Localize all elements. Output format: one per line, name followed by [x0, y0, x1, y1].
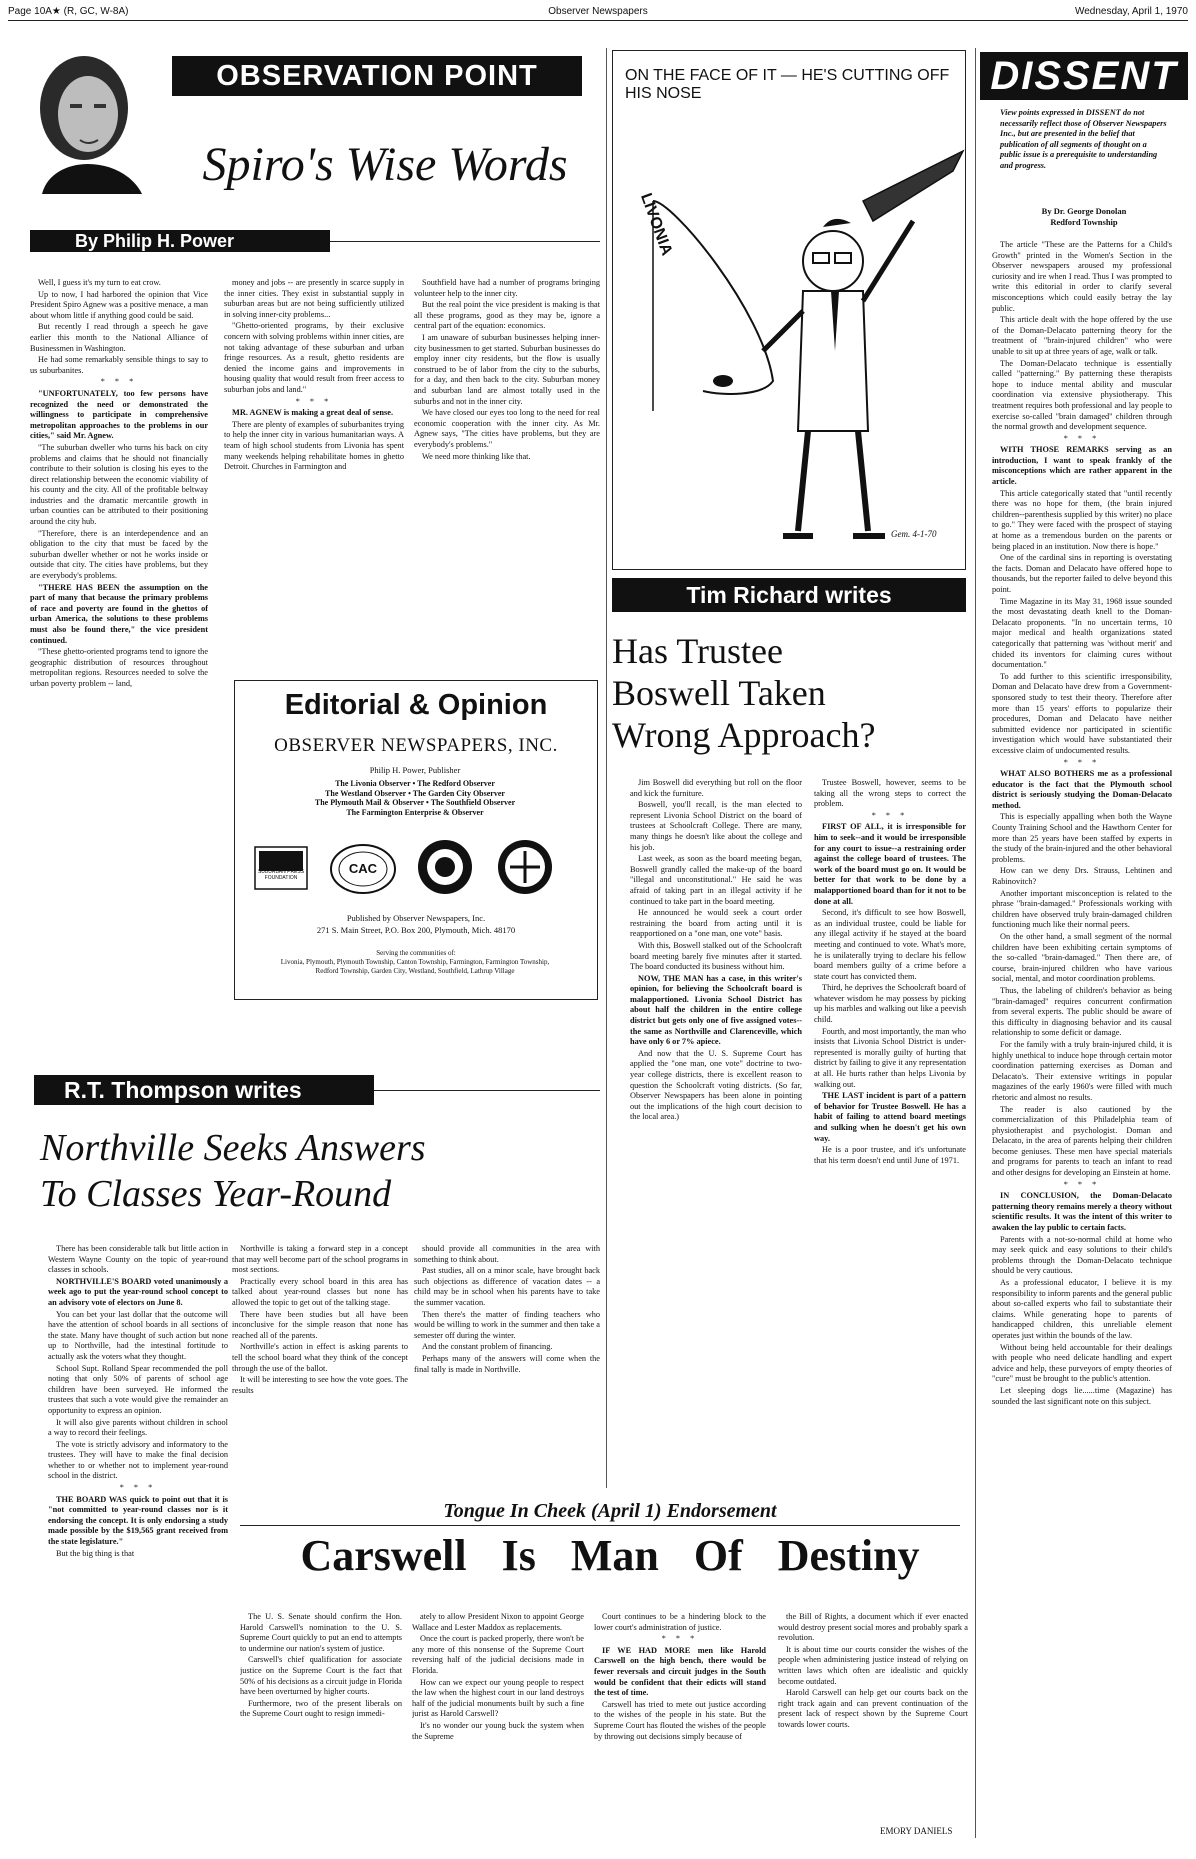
- observation-col-1: [30, 278, 208, 948]
- thompson-headline-line-2: To Classes Year-Round: [40, 1173, 392, 1215]
- paragraph: The Doman-Delacato technique is essentially called "patterning." By patterning these therapists hope to induce mental ability and muscular coordination via extensive physiotherapy. This treatment requires both professional and lay people to exercise so-called "brain damaged" children through the normal growth and development sequence.: [992, 358, 1172, 432]
- paragraph: Then there's the matter of finding teachers who would be willing to work in the summer and then take a semester off during the winter.: [414, 1309, 600, 1340]
- paragraph: How can we expect our young people to respect the law when the highest court in our land destroys half of the judicial monuments built by such a fine jurist as Harold Carswell?: [412, 1677, 584, 1719]
- paper-name: Observer Newspapers: [548, 6, 648, 17]
- thompson-col-2: [232, 1244, 408, 1494]
- paragraph: * * *: [1063, 757, 1101, 767]
- paragraph: It will be interesting to see how the vote goes. The results: [232, 1375, 408, 1395]
- paragraph: * * *: [119, 1483, 157, 1493]
- paragraph: There has been considerable talk but little action in Western Wayne County on the topic of year-round classes in schools.: [48, 1244, 228, 1275]
- paragraph: Practically every school board in this area has talked about year-round classes but none has allowed the topic to get out of the talking stage.: [232, 1276, 408, 1307]
- dissent-byline: By Dr. George Donolan: [1041, 206, 1127, 216]
- dissent-byline-town: Redford Township: [1050, 217, 1118, 227]
- paragraph: But recently I read through a speech he gave earlier this month to the National Alliance of Businessmen in Washington.: [30, 322, 208, 353]
- thompson-banner: R.T. Thompson writes: [34, 1075, 374, 1105]
- paragraph: We need more thinking like that.: [422, 451, 531, 461]
- paragraph: Harold Carswell can help get our courts back on the right track again and can prevent continuation of the present lack of respect shown by the Supreme Court towards lower courts.: [778, 1688, 968, 1729]
- paragraph: * * *: [100, 377, 138, 387]
- cartoon-signature: Gem. 4-1-70: [891, 529, 937, 539]
- divider-right: [975, 48, 976, 1838]
- paragraph: This is especially appalling when both the Wayne County Training School and the Hawthorn Center for more than 25 years have been staffed by experts in the study of the brain-injured and the other behavioral problems.: [992, 812, 1172, 864]
- thompson-headline-line-1: Northville Seeks Answers: [40, 1127, 426, 1169]
- paragraph: Northville is taking a forward step in a concept that may well become part of the school programs in most sections.: [232, 1244, 408, 1275]
- paragraph: Southfield have had a number of programs bringing volunteer help to the inner city.: [414, 278, 600, 298]
- carswell-signoff: EMORY DANIELS: [880, 1826, 953, 1836]
- publisher-name: OBSERVER NEWSPAPERS, INC.: [274, 735, 558, 756]
- cartoon-caption: ON THE FACE OF IT — HE'S CUTTING OFF HIS NOSE: [625, 67, 950, 102]
- paragraph: Time Magazine in its May 31, 1968 issue sounded the most devastating death knell to the Doman-Delacato proponents. "In no uncertain terms, 10 major medical and health organizations stated categorically that patterning was 'without merit' and chided its inventors for claiming cures without documentation.": [992, 596, 1172, 670]
- paragraph: "THERE HAS BEEN the assumption on the part of many that because the primary problems of race and poverty are found in the ghettos of urban America, the solutions to these problems must also be found there," the vice president continued.: [30, 582, 208, 645]
- paragraph: Furthermore, two of the present liberals on the Supreme Court ought to resign immedi-: [240, 1698, 402, 1719]
- paragraph: money and jobs -- are presently in scarce supply in the inner cities. They exist in substantial supply in suburban areas but are not being sufficiently utilized in solving inner-city problems...: [224, 278, 404, 319]
- paragraph: * * *: [871, 810, 909, 820]
- cartoon-panel: [612, 50, 966, 570]
- editorial-title: Editorial & Opinion: [284, 689, 548, 721]
- paragraph: And now that the U. S. Supreme Court has applied the "one man, one vote" doctrine to two-year college districts, there is excellent reason to question the Schoolcraft voting districts. (So far, Observer Newspapers has been alone in pointing out the implications of the high court decision to the local area.): [630, 1048, 802, 1122]
- paragraph: Once the court is packed properly, there won't be any more of this nonsense of the Supreme Court reversing half of the judicial decisions made in Florida.: [412, 1634, 584, 1675]
- carswell-col-1: [240, 1612, 402, 1848]
- issue-date: Wednesday, April 1, 1970: [1074, 6, 1188, 17]
- paragraph: * * *: [661, 1634, 699, 1644]
- published-by: Published by Observer Newspapers, Inc.: [346, 913, 486, 923]
- observation-col-3: [414, 278, 600, 666]
- paragraph: NORTHVILLE'S BOARD voted unanimously a week ago to put the year-round school concept to an advisory vote of electors on June 8.: [48, 1276, 228, 1307]
- paragraph: Without being held accountable for their dealings with people who need delicate handling and expert advice and help, these purveyors of empty theories of "cure" must be brought to the public's attention.: [992, 1342, 1172, 1384]
- dissent-intro: View points expressed in DISSENT do not necessarily reflect those of Observer Newspapers Inc., but are presented in the belief that publication of all segments of thought on a public issue is a prerequisite to understanding and progress.: [1000, 108, 1167, 170]
- paragraph: Carswell's chief qualification for associate justice on the Supreme Court is the fact that 50% of his decisions as a circuit judge in Florida have been overturned by higher courts.: [240, 1655, 402, 1697]
- page-label: Page 10A★ (R, GC, W-8A): [8, 6, 129, 17]
- tim-richard-banner: Tim Richard writes: [612, 578, 966, 612]
- paragraph: The reader is also cautioned by the commercialization of this Philadelphia team of physiotherapist and psychologist. Doman and Delacato, in the area of parents helping their children become geniuses. These men have special materials and programs for parents to teach an infant to read and other designs for developing an Einstein at home.: [992, 1104, 1172, 1178]
- paragraph: the Bill of Rights, a document which if ever enacted would destroy present social mores and probably spark a revolution.: [778, 1612, 968, 1643]
- tim-richard-col-1: [630, 778, 802, 1238]
- paragraph: THE BOARD WAS quick to point out that it is "not committed to year-round classes nor is it endorsing the concept. It is only endorsing a study made possible by the $19,565 grant received from the state legislature.": [48, 1494, 228, 1547]
- paragraph: You can bet your last dollar that the outcome will have the attention of school boards in all sections of the state. Many have thought of such action but none up to Northville, had the intestinal fortitude to actually ask the voters what they thought.: [48, 1309, 228, 1361]
- paragraph: It's no wonder our young buck the system when the Supreme: [412, 1720, 584, 1741]
- paragraph: WITH THOSE REMARKS serving as an introduction, I want to speak frankly of the misconceptions which are rather apparent in the article.: [992, 445, 1172, 487]
- paragraph: There are plenty of examples of suburbanites trying to help the inner city in various humanitarian ways. A team of high school students from Livonia has spent many weekends helping rehabilitate homes in ghetto Detroit. Churches in Farmington and: [224, 419, 404, 472]
- carswell-col-3: [594, 1612, 766, 1848]
- observation-col-2: [224, 278, 404, 666]
- paragraph: NOW, THE MAN has a case, in this writer's opinion, for believing the Schoolcraft board is malapportioned. Livonia School District has about half the children in the entire college district but gets only one of five assigned votes--the same as Northville and Clarenceville, which have only 6 or 7% apiece.: [630, 973, 802, 1047]
- paragraph: Fourth, and most importantly, the man who insists that Livonia School District is under-represented is morally guilty of hurting that district by failing to give it any representation at all. He hurts rather than helps Livonia by walking out.: [814, 1026, 966, 1089]
- masthead-rule: [8, 20, 1188, 21]
- paragraph: On the other hand, a small segment of the normal children have been exhibiting certain symptoms of the so-called "brain-damaged." Then there are, of course, brain-injured children who have various social, mental, and motor coordination problems.: [992, 932, 1172, 984]
- thompson-rule: [374, 1090, 600, 1091]
- paragraph: It is about time our courts consider the wishes of the people when administering justice instead of relying on written laws which often are idealistic and quickly become outdated.: [778, 1644, 968, 1686]
- editorial-box: [234, 680, 598, 1000]
- thompson-col-1: [48, 1244, 228, 1824]
- carswell-col-2: [412, 1612, 584, 1848]
- thompson-col-3: [414, 1244, 600, 1494]
- paragraph: Past studies, all on a minor scale, have brought back such objections as difference of vacation dates -- a child may be in school when his parents have to take the summer vacation.: [414, 1266, 600, 1307]
- serving-label: Serving the communities of:: [376, 949, 456, 957]
- carswell-kicker: Tongue In Cheek (April 1) Endorsement: [443, 1500, 777, 1522]
- paragraph: Another important misconception is related to the phrase "brain-damaged." Professionals working with children have observed truly brain-damaged children functioning much like their normal peers.: [992, 888, 1172, 930]
- paragraph: How can we deny Drs. Strauss, Lehtinen and Rabinovitch?: [992, 866, 1172, 887]
- paragraph: For the family with a truly brain-injured child, it is highly unethical to induce hope through certain motor coordination patterning exercises as Doman and Delacato's. Their extensive writings in popular magazines of the early 1960's were filled with much rhetoric and almost no results.: [992, 1039, 1172, 1102]
- paragraph: It will also give parents without children in school a way to record their feelings.: [48, 1417, 228, 1438]
- paragraph: IN CONCLUSION, the Doman-Delacato patterning theory remains merely a theory without scientific results. It was the intent of this writer to awaken the lay public to certain facts.: [992, 1191, 1172, 1233]
- paragraph: "UNFORTUNATELY, too few persons have recognized the need or demonstrated the willingness to participate in comprehensive metropolitan approaches to the problems in our cities," said Mr. Agnew.: [30, 388, 208, 441]
- paragraph: And the constant problem of financing.: [422, 1342, 553, 1352]
- paragraph: Up to now, I had harbored the opinion that Vice President Spiro Agnew was a positive menace, a man about whom little if anything good could be said.: [30, 289, 208, 320]
- paragraph: Carswell has tried to mete out justice according to the wishes of the people in his state. But the Supreme Court has flouted the wishes of the people by throwing out decisions simply because of: [594, 1699, 766, 1741]
- paragraph: We have closed our eyes too long to the need for real economic cooperation with the inner city. As Mr. Agnew says, "The cities have problems, but they are everybody's problems.": [414, 408, 600, 449]
- paragraph: There have been studies but all have been inconclusive for the simple reason that none has reached all of the parents.: [232, 1309, 408, 1340]
- byline-rule: [330, 241, 600, 242]
- paragraph: "The suburban dweller who turns his back on city problems and claims that he should not financially contribute to their solution is closing his eyes to the direct relationship between the economic viability of his county and the city. All of the profitable beltway industries and the dramatic mercantile growth in urban counties can be attributed to their positioning around the city hub.: [30, 442, 208, 527]
- paragraph: Northville's action in effect is asking parents to tell the school board what they think of the concept through the use of the ballot.: [232, 1342, 408, 1373]
- paper-list: [275, 779, 555, 817]
- tim-richard-col-2: [814, 778, 966, 1238]
- press-seals: [235, 831, 597, 903]
- paragraph: He announced he would seek a court order restraining the board from acting until it is reapportioned on a "one man, one vote" basis.: [630, 908, 802, 939]
- carswell-col-4: [778, 1612, 968, 1822]
- carswell-headline: Carswell Is Man Of Destiny: [300, 1531, 920, 1580]
- divider-left: [606, 48, 607, 1488]
- headline-line-3: Wrong Approach?: [612, 715, 876, 755]
- observation-headline: Spiro's Wise Words: [202, 138, 568, 191]
- paragraph: Third, he deprives the Schoolcraft board of whatever wisdom he may possess by picking up his marbles and walking out like a peevish child.: [814, 983, 966, 1025]
- paragraph: WHAT ALSO BOTHERS me as a professional educator is the fact that the Plymouth school district is seriously studying the Doman-Delacato method.: [992, 769, 1172, 810]
- paragraph: "Therefore, there is an interdependence and an obligation to the city that must be faced by the suburban dweller whether or not he works inside or outside that city. The cities have problems, but they are everybody's problems.: [30, 528, 208, 581]
- dissent-body: [992, 240, 1172, 1840]
- paragraph: Trustee Boswell, however, seems to be taking all the wrong steps to correct the problem.: [814, 778, 966, 809]
- paper-list-item: The Westland Observer • The Garden City Observer: [325, 788, 505, 798]
- paragraph: Court continues to be a hindering block to the lower court's administration of justice.: [594, 1612, 766, 1632]
- paragraph: As a professional educator, I believe it is my responsibility to inform parents and the general public about so-called experts who fail to substantiate their claims. While generating hope to parents of handicapped children, this unreliable element operates just within the bounds of the law.: [992, 1278, 1172, 1340]
- paragraph: The U. S. Senate should confirm the Hon. Harold Carswell's nomination to the U. S. Supreme Court quickly to put an end to attempts to undermine our nation's system of justice.: [240, 1612, 402, 1653]
- observation-point-banner: OBSERVATION POINT: [172, 56, 582, 96]
- paragraph: Jim Boswell did everything but roll on the floor and kick the furniture.: [630, 778, 802, 798]
- paragraph: Parents with a not-so-normal child at home who may seek quick and easy solutions to their child's problems through the Doman-Delacato technique should be very cautious.: [992, 1234, 1172, 1276]
- observation-byline: By Philip H. Power: [30, 230, 330, 252]
- paragraph: I am unaware of suburban businesses helping inner-city businessmen to get started. Suburban businesses do employ inner city residents, but the flow is usually construed to be of labor from the city to the suburbs, for a day, and then back to the city. Suburban money and suburban land are almost totally used in the suburbs and not in the inner city.: [414, 332, 600, 406]
- publisher-address: 271 S. Main Street, P.O. Box 200, Plymouth, Mich. 48170: [316, 925, 516, 935]
- paragraph: School Supt. Rolland Spear recommended the poll noting that only 50% of parents of school age children have been surveyed. He informed the trustees that such a vote would give the remainder an opportunity to express an opinion.: [48, 1363, 228, 1415]
- paper-list-item: The Livonia Observer • The Redford Observer: [335, 779, 495, 788]
- paragraph: * * *: [295, 396, 333, 406]
- paragraph: Boswell, you'll recall, is the man elected to represent Livonia School District on the board of trustees at Schoolcraft College. There are many, many things he doesn't like about the college and his job.: [630, 800, 802, 852]
- paragraph: THE LAST incident is part of a pattern of behavior for Trustee Boswell. He has a habit of failing to attend board meetings and sulking when he doesn't get his own way.: [814, 1091, 966, 1143]
- communities-list: Livonia, Plymouth, Plymouth Township, Canton Township, Farmington, Farmington Township, Redford Township, Garden City, Westland, Southfield, Lathrup Village: [280, 958, 550, 975]
- paragraph: The vote is strictly advisory and informatory to the trustees. They will have to make the final decision whether to or whether not to implement year-round school in the district.: [48, 1439, 228, 1481]
- paper-list-item: The Farmington Enterprise & Observer: [346, 807, 484, 817]
- paragraph: Let sleeping dogs lie......time (Magazine) has sounded the last significant note on this subject.: [992, 1385, 1172, 1406]
- paragraph: One of the cardinal sins in reporting is overstating the facts. Doman and Delacato have offered hope to thousands, but the reporter failed to delve beyond this point.: [992, 553, 1172, 594]
- headline-line-1: Has Trustee: [612, 631, 784, 671]
- seal-cac: CAC: [348, 861, 378, 876]
- headline-line-2: Boswell Taken: [612, 673, 826, 713]
- paragraph: But the real point the vice president is making is that all these programs, good as they may be, ignore a central part of the equation: economics.: [414, 300, 600, 331]
- paragraph: Well, I guess it's my turn to eat crow.: [38, 278, 161, 287]
- carswell-rule: [240, 1525, 960, 1526]
- cartoon-label: LIVONIA: [637, 191, 676, 258]
- paragraph: Thus, the labeling of children's behavior as being "brain-damaged" requires concurrent confirmation from several experts. The public should be aware of this difficulty in diagnosing behavior and its causal relationship to some deficit or damage.: [992, 985, 1172, 1038]
- paragraph: ately to allow President Nixon to appoint George Wallace and Lester Maddox as replacements.: [412, 1612, 584, 1632]
- paragraph: IF WE HAD MORE men like Harold Carswell on the high bench, there would be fewer reversals and circuit judges in the South would be confident that their edicts will stand the test of time.: [594, 1645, 766, 1698]
- paragraph: With this, Boswell stalked out of the Schoolcraft board meeting barely five minutes after it started. The board conducted its business without him.: [630, 940, 802, 972]
- tim-richard-headline: [612, 630, 972, 756]
- paragraph: But the big thing is that: [56, 1548, 135, 1558]
- paragraph: * * *: [1063, 1179, 1101, 1189]
- paragraph: Second, it's difficult to see how Boswell, as an individual trustee, could be liable for any illegal activity if he stayed at the board meeting and continued to vote. What's more, he is unilaterally trying to declare his fellow board members guilty of a crime before a state court has convicted them.: [814, 908, 966, 981]
- dissent-banner: DISSENT: [980, 52, 1188, 100]
- paragraph: This article categorically stated that "until recently there was no hope for them, (the brain injured children--parenthesis supplied by this writer) no place to go." They were faced with the prospect of staying at home as a tremendous burden on the parents or being placed in an institution. Now there is hope.": [992, 488, 1172, 551]
- paragraph: MR. AGNEW is making a great deal of sense.: [232, 408, 394, 418]
- paragraph: "These ghetto-oriented programs tend to ignore the geographic distribution of resources throughout metropolitan regions. Resources needed to solve the urban poverty problem -- land,: [30, 647, 208, 688]
- paragraph: The article "These are the Patterns for a Child's Growth" printed in the Women's Section in the Observer newspapers aroused my professional curiosity and ire when I read. Thus I was prompted to write this editorial in order to clarify several misconceptions which could easily betray the lay public.: [992, 240, 1172, 313]
- paragraph: He is a poor trustee, and it's unfortunate that his term doesn't end until June of 1971.: [814, 1145, 966, 1165]
- paragraph: should provide all communities in the area with something to think about.: [414, 1244, 600, 1264]
- thompson-headline: [40, 1125, 600, 1217]
- paragraph: * * *: [1063, 433, 1101, 443]
- paragraph: FIRST OF ALL, it is irresponsible for him to seek--and it would be irresponsible for any court to issue--a restraining order against the college board of trustees. The work of the board must go on. It would be better for that work to be done by a malapportioned board than for it not to be done at all.: [814, 822, 966, 906]
- paragraph: This article dealt with the hope offered by the use of the Doman-Delacato patterning theory for the treatment of "brain-injured children" who were unable to sit up at three years of age, walk or talk.: [992, 315, 1172, 356]
- paragraph: He had some remarkably sensible things to say to us suburbanites.: [30, 355, 208, 375]
- paragraph: Last week, as soon as the board meeting began, Boswell grandly called the make-up of the board "illegal and unconstitutional." He said he was afraid of taking part in an illegal activity if he continued to take part in the board meeting.: [630, 854, 802, 906]
- paragraph: Perhaps many of the answers will come when the final tally is made in Northville.: [414, 1353, 600, 1374]
- seal-suburban-press: SUBURBAN PRESS FOUNDATION: [257, 869, 305, 881]
- publisher-line: Philip H. Power, Publisher: [369, 765, 461, 775]
- paper-list-item: The Plymouth Mail & Observer • The Southfield Observer: [314, 798, 516, 807]
- columnist-photo: [22, 44, 160, 194]
- paragraph: To add further to this scientific irresponsibility, Doman and Delacato have drew from a Government-sponsored study to test their theory. Therefore after more than 15 years' efforts to popularize their procedures, Doman and Delacato have neither submitted evidence nor participated in scientific investigation which would have substantiated their excessive claim of undocumented results.: [992, 671, 1172, 755]
- cartoon-drawing: [613, 51, 967, 571]
- paragraph: "Ghetto-oriented programs, by their exclusive concern with solving problems within inner cities, are not taking advantage of these suburban and urban fringe resources. As a result, ghetto residents are denied the income gains and improvements in housing quality that would result from freer access to suburban jobs and land.": [224, 321, 404, 394]
